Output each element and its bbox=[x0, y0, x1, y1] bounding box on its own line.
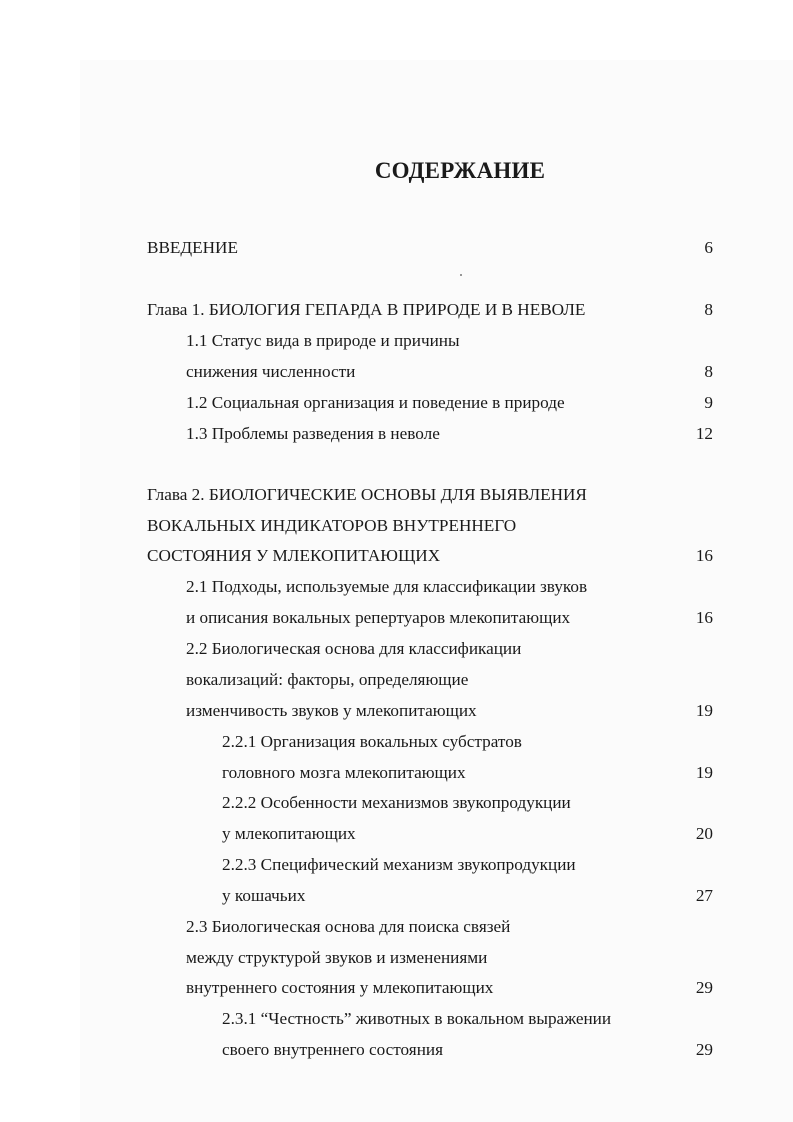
toc-entry-1-2: 1.2 Социальная организация и поведение в природе bbox=[186, 393, 565, 412]
toc-page-2-1: 16 bbox=[695, 608, 713, 627]
toc-entry-2-2-2-cont: у млекопитающих bbox=[222, 824, 356, 843]
toc-page-2-2-3: 27 bbox=[695, 886, 713, 905]
toc-entry-1-3: 1.3 Проблемы разведения в неволе bbox=[186, 424, 440, 443]
toc-page-2-2-2: 20 bbox=[695, 824, 713, 843]
toc-entry-2-3-1: 2.3.1 “Честность” животных в вокальном выражении bbox=[222, 1009, 612, 1028]
toc-entry-chapter-2: Глава 2. БИОЛОГИЧЕСКИЕ ОСНОВЫ ДЛЯ ВЫЯВЛЕНИЯ bbox=[147, 485, 587, 504]
toc-entry-introduction: ВВЕДЕНИЕ bbox=[147, 238, 238, 257]
toc-page-2-3: 29 bbox=[695, 978, 713, 997]
page-title: СОДЕРЖАНИЕ bbox=[374, 158, 546, 183]
toc-page-1-1: 8 bbox=[704, 362, 713, 381]
toc-entry-2-2-3: 2.2.3 Специфический механизм звукопродукции bbox=[222, 855, 576, 874]
toc-entry-2-2-2: 2.2.2 Особенности механизмов звукопродукции bbox=[222, 793, 571, 812]
toc-entry-2-3-cont: между структурой звуков и изменениями bbox=[186, 948, 488, 967]
toc-page-1-2: 9 bbox=[704, 393, 713, 412]
toc-entry-1-1-cont: снижения численности bbox=[186, 362, 356, 381]
toc-entry-2-1-cont: и описания вокальных репертуаров млекопитающих bbox=[186, 608, 571, 627]
toc-page-introduction: 6 bbox=[704, 238, 713, 257]
toc-page-chapter-2: 16 bbox=[695, 546, 713, 565]
toc-entry-chapter-2-cont-2: СОСТОЯНИЯ У МЛЕКОПИТАЮЩИХ bbox=[147, 546, 441, 565]
scan-speck bbox=[460, 274, 462, 276]
toc-entry-chapter-1: Глава 1. БИОЛОГИЯ ГЕПАРДА В ПРИРОДЕ И В НЕВОЛЕ bbox=[147, 300, 586, 319]
toc-entry-2-3-1-cont: своего внутреннего состояния bbox=[222, 1040, 443, 1059]
toc-page-2-2: 19 bbox=[695, 701, 713, 720]
toc-entry-2-2-1: 2.2.1 Организация вокальных субстратов bbox=[222, 732, 522, 751]
toc-entry-2-2-3-cont: у кошачьих bbox=[222, 886, 306, 905]
toc-entry-2-3-cont-2: внутреннего состояния у млекопитающих bbox=[186, 978, 494, 997]
toc-entry-1-1: 1.1 Статус вида в природе и причины bbox=[186, 331, 460, 350]
toc-page-chapter-1: 8 bbox=[704, 300, 713, 319]
toc-page-2-3-1: 29 bbox=[695, 1040, 713, 1059]
toc-entry-chapter-2-cont: ВОКАЛЬНЫХ ИНДИКАТОРОВ ВНУТРЕННЕГО bbox=[147, 516, 517, 535]
toc-entry-2-2: 2.2 Биологическая основа для классификации bbox=[186, 639, 522, 658]
toc-entry-2-3: 2.3 Биологическая основа для поиска связей bbox=[186, 917, 511, 936]
toc-entry-2-2-1-cont: головного мозга млекопитающих bbox=[222, 763, 466, 782]
toc-entry-2-2-cont-2: изменчивость звуков у млекопитающих bbox=[186, 701, 477, 720]
toc-page-1-3: 12 bbox=[695, 424, 713, 443]
toc-entry-2-2-cont: вокализаций: факторы, определяющие bbox=[186, 670, 469, 689]
toc-page-2-2-1: 19 bbox=[695, 763, 713, 782]
toc-entry-2-1: 2.1 Подходы, используемые для классификации звуков bbox=[186, 577, 588, 596]
